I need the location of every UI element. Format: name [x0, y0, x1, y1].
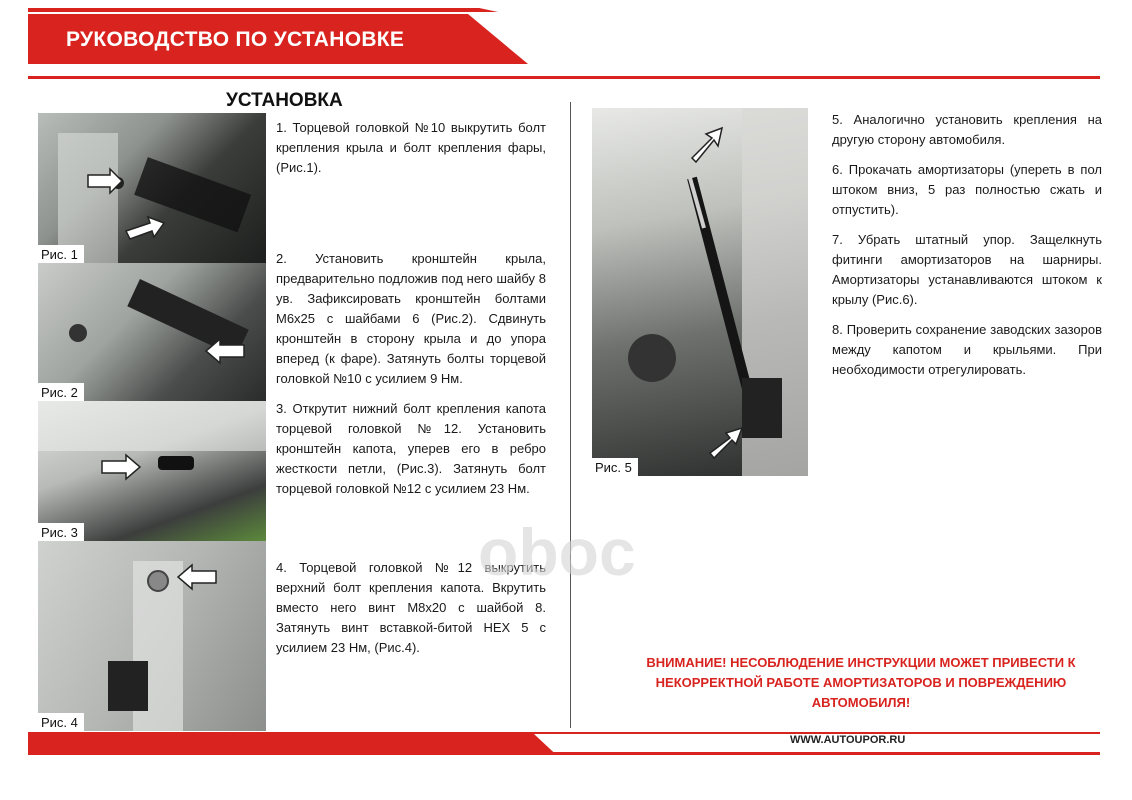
watermark-logo — [478, 520, 678, 595]
figure-4-label: Рис. 4 — [38, 713, 84, 731]
arrow-icon — [692, 128, 722, 162]
figure-4-illustration — [38, 541, 266, 731]
figure-4-photo — [38, 541, 266, 731]
footer-banner — [28, 732, 1100, 752]
figure-5-illustration — [592, 108, 808, 476]
svg-text:oboc: oboc — [478, 520, 636, 589]
section-title: УСТАНОВКА — [226, 90, 343, 111]
figure-2-photo — [38, 263, 266, 401]
figure-5-label: Рис. 5 — [592, 458, 638, 476]
arrow-icon — [102, 455, 140, 479]
page-title: РУКОВОДСТВО ПО УСТАНОВКЕ — [66, 28, 405, 51]
header-top-stripe — [28, 8, 498, 12]
arrow-icon — [126, 217, 164, 239]
watermark-logo-icon — [478, 520, 678, 590]
figure-1-label: Рис. 1 — [38, 245, 84, 263]
step-1-text: 1. Торцевой головкой №10 выкрутить болт крепления крыла и болт крепления фары, (Рис.1). — [276, 120, 546, 175]
figure-1-photo — [38, 113, 266, 263]
step-5-text: 5. Аналогично установить крепления на другую сторону автомобиля. — [832, 112, 1102, 147]
step-8-text: 8. Проверить сохранение заводских зазоров между капотом и крыльями. При необходимости отрегулировать. — [832, 322, 1102, 377]
figure-1-illustration — [38, 113, 266, 263]
figure-3-photo — [38, 401, 266, 541]
footer-underline — [28, 752, 1100, 755]
footer-url: WWW.AUTOUPOR.RU — [790, 734, 906, 746]
figure-2-label: Рис. 2 — [38, 383, 84, 401]
step-4-text: 4. Торцевой головкой №12 выкрутить верхний болт крепления капота. Вкрутить вместо него винт М8х20 с шайбой 8. Затянуть винт вставкой-битой HEX 5 с усилием 23 Нм, (Рис.4). — [276, 560, 546, 655]
arrow-icon — [710, 428, 742, 458]
figure-5-photo — [592, 108, 808, 476]
arrow-icon — [178, 565, 216, 589]
warning-notice: ВНИМАНИЕ! НЕСОБЛЮДЕНИЕ ИНСТРУКЦИИ МОЖЕТ ПРИВЕСТИ К НЕКОРРЕКТНОЙ РАБОТЕ АМОРТИЗАТОРОВ И ПОВРЕЖДЕНИЮ АВТОМОБИЛЯ! — [646, 655, 1076, 710]
figure-2-illustration — [38, 263, 266, 401]
header-underline — [28, 76, 1100, 79]
step-3-text: 3. Открутит нижний болт крепления капота торцевой головкой №12. Установить кронштейн капота, уперев его в ребро жесткости петли, (Рис.3). Затянуть болт торцевой головкой №12 с усилием 23 Нм. — [276, 401, 546, 496]
figure-3-illustration — [38, 401, 266, 541]
figure-3-label: Рис. 3 — [38, 523, 84, 541]
step-7-text: 7. Убрать штатный упор. Защелкнуть фитинги амортизаторов на шарниры. Амортизаторы устанавливаются штоком к крылу (Рис.6). — [832, 232, 1102, 307]
step-2-text: 2. Установить кронштейн крыла, предварительно подложив под него шайбу 8 ув. Зафиксировать кронштейн болтами М6х25 с шайбами 6 (Рис.2). Сдвинуть кронштейн в сторону крыла и до упора вперед (к фаре). Затянуть болты торцевой головкой №10 с усилием 9 Нм. — [276, 251, 546, 386]
step-6-text: 6. Прокачать амортизаторы (упереть в пол штоком вниз, 5 раз полностью сжать и отпустить). — [832, 162, 1102, 217]
column-divider — [570, 102, 571, 728]
